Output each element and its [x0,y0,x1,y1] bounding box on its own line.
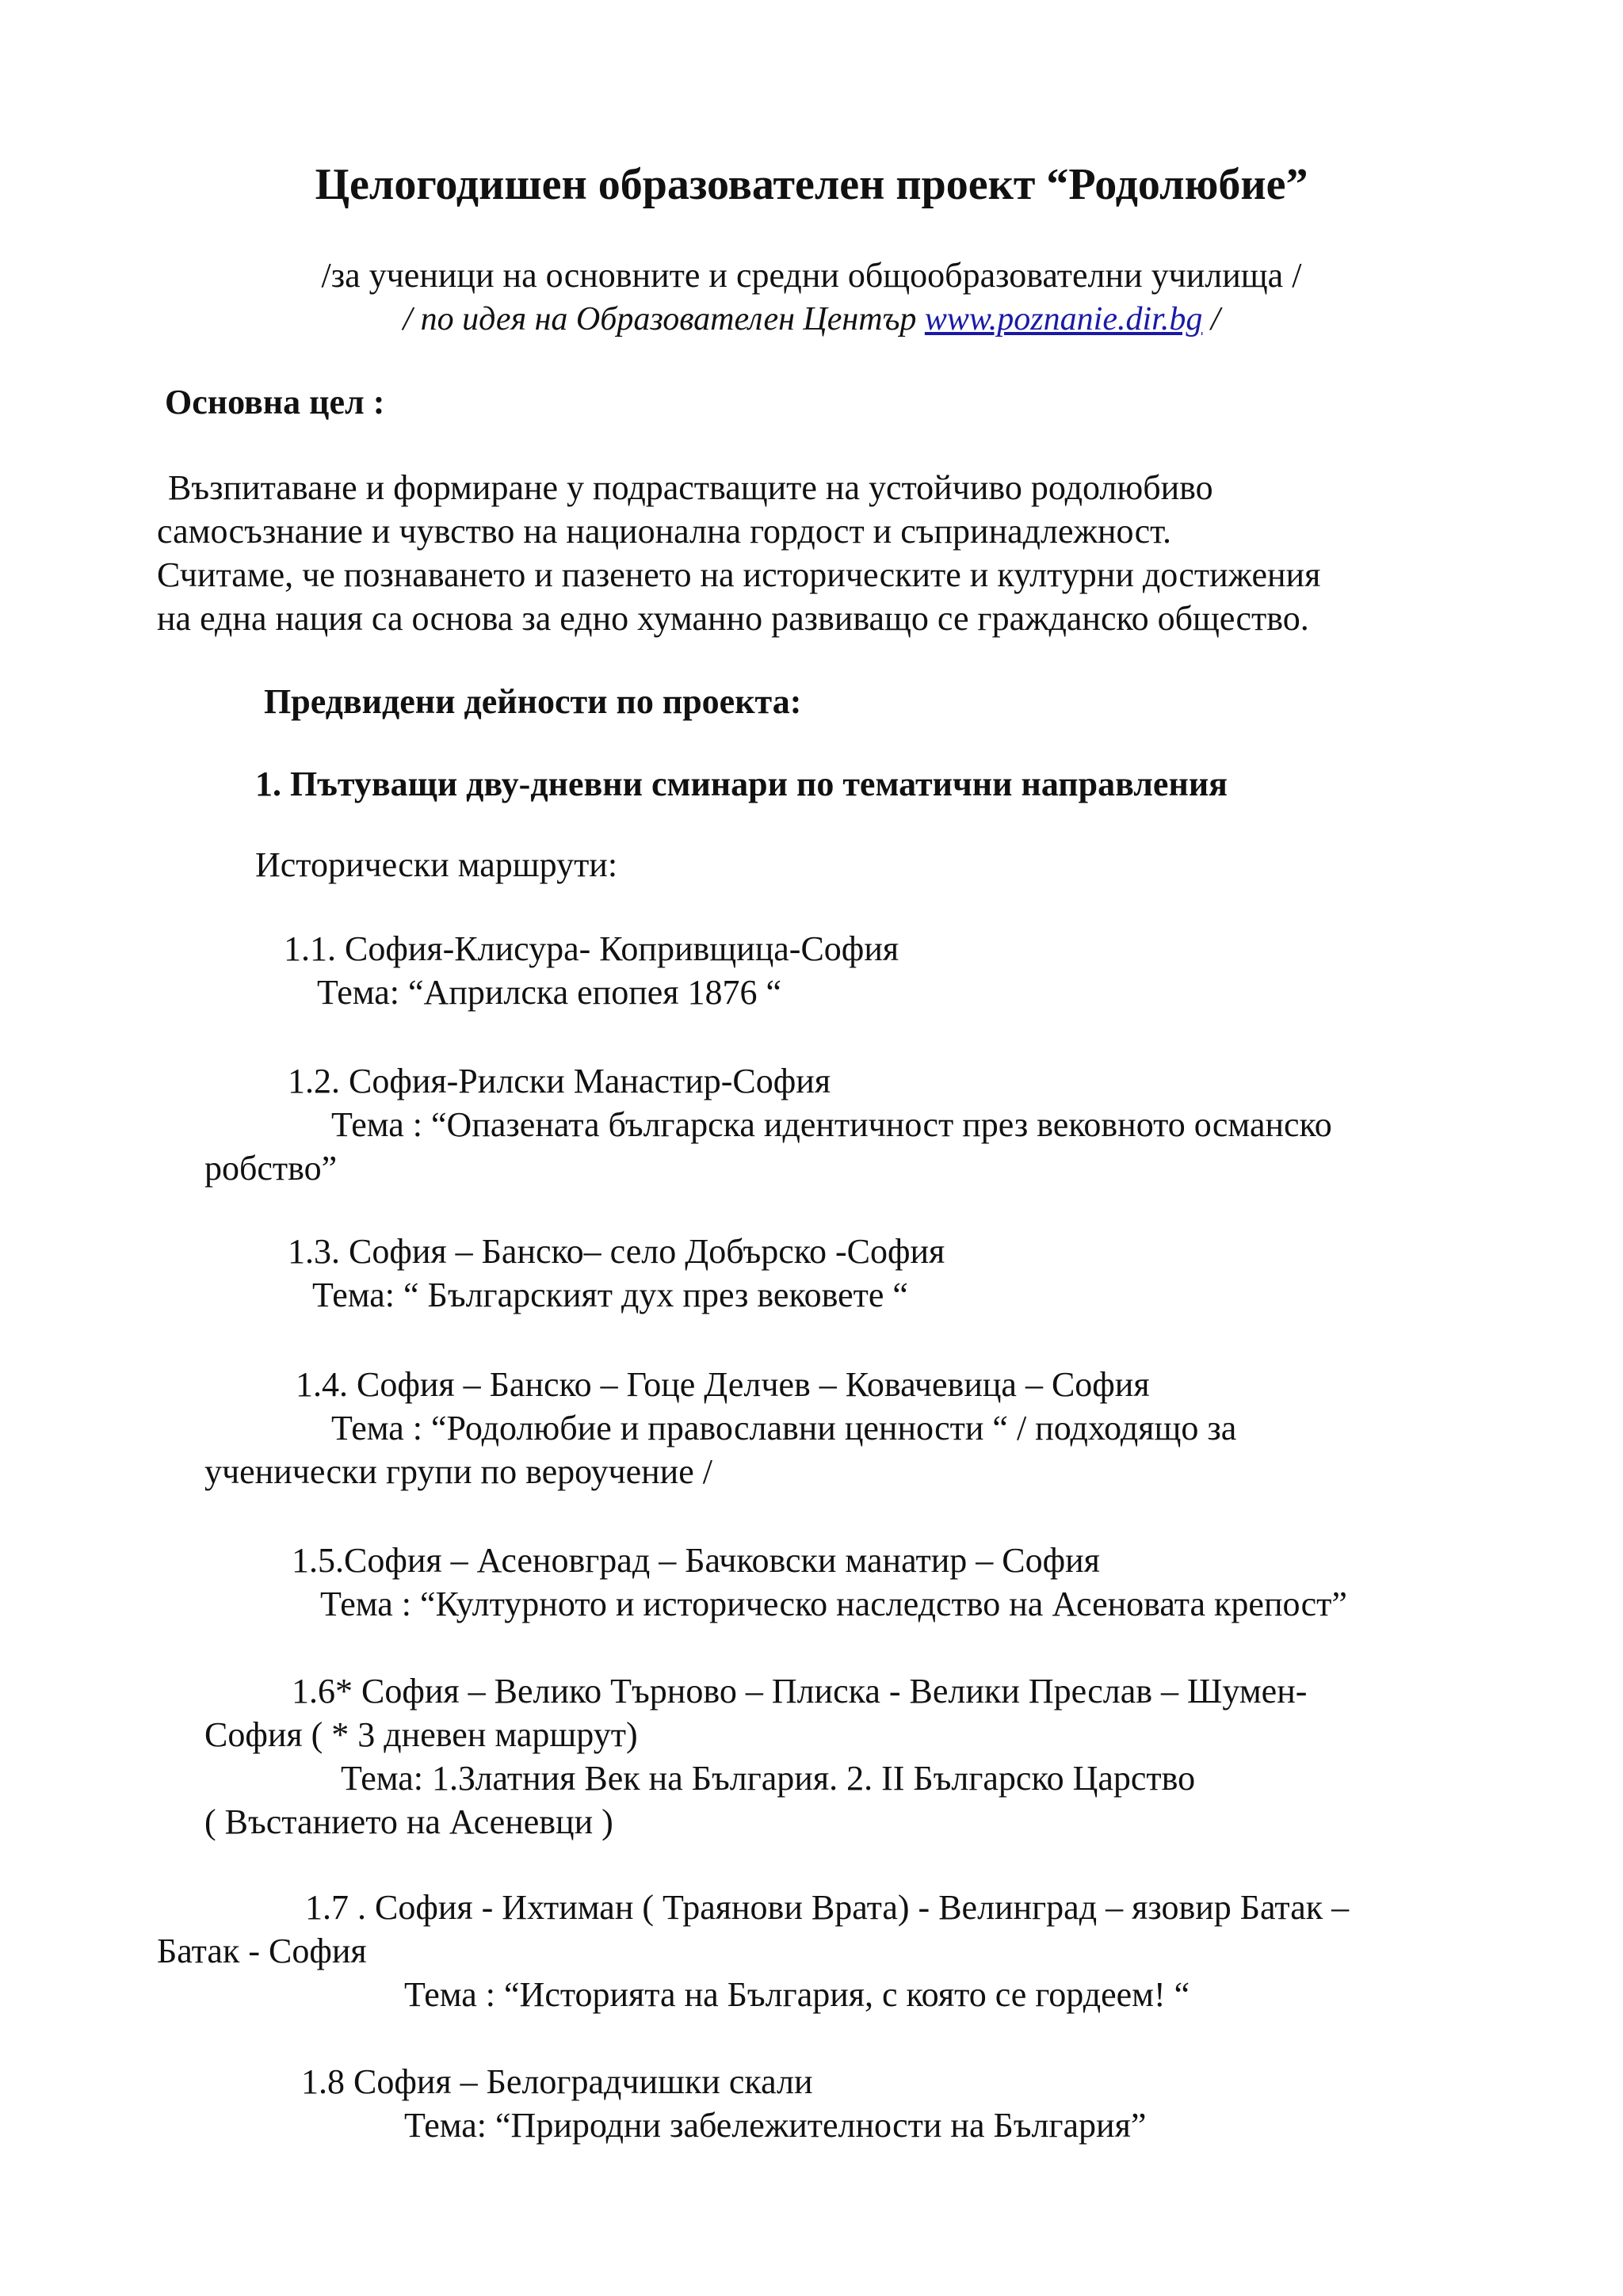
route-1-4-theme: Тема : “Родолюбие и православни ценности “ / подходящо за [331,1409,1237,1447]
route-1-5: 1.5.София – Асеновград – Бачковски манатир – София [292,1541,1100,1580]
route-1-4-theme-cont: ученически групи по вероучение / [204,1452,712,1491]
route-1-7-theme: Тема : “Историята на България, с която се гордеем! “ [404,1975,1190,2014]
goal-text-line: Възпитаване и формиране у подрастващите на устойчиво родолюбиво [168,468,1213,507]
route-1-2-theme: Тема : “Опазената българска идентичност през вековното османско [331,1105,1332,1144]
activities-heading: Предвидени дейности по проекта: [264,682,802,721]
route-1-8: 1.8 София – Белоградчишки скали [301,2062,813,2101]
route-1-1: 1.1. София-Клисура- Копривщица-София [284,929,899,968]
subtitle-audience: /за ученици на основните и средни общообразователни училища / [321,256,1302,295]
goal-heading: Основна цел : [165,383,385,421]
poznanie-link[interactable]: www.poznanie.dir.bg [924,301,1203,338]
route-1-6: 1.6* София – Велико Търново – Плиска - Велики Преслав – Шумен- [292,1672,1308,1711]
route-1-6-theme: Тема: 1.Златния Век на България. 2. II Българско Царство [341,1759,1196,1798]
route-1-3: 1.3. София – Банско– село Добърско -София [288,1232,945,1271]
route-1-7-cont: Батак - София [157,1932,367,1970]
route-1-8-theme: Тема: “Природни забележителности на България” [404,2106,1147,2145]
route-1-3-theme: Тема: “ Българският дух през вековете “ [312,1276,908,1314]
route-1-6-theme-cont: ( Въстанието на Асеневци ) [204,1802,613,1841]
subtitle-idea-prefix: / по идея на Образователен Център [403,301,925,338]
route-1-6-cont: София ( * 3 дневен маршрут) [204,1715,638,1754]
goal-text-line: на една нация са основа за едно хуманно развиващо се гражданско общество. [157,599,1309,638]
route-1-1-theme: Тема: “Априлска епопея 1876 “ [317,973,782,1012]
page-title: Целогодишен образователен проект “Родолюбие” [315,160,1308,209]
route-1-2-theme-cont: робство” [204,1149,338,1188]
goal-text-line: самосъзнание и чувство на национална гордост и съпринадлежност. [157,512,1172,551]
subtitle-idea-suffix: / [1202,301,1220,338]
route-1-2: 1.2. София-Рилски Манастир-София [288,1062,831,1100]
route-1-5-theme: Тема : “Културното и историческо наследство на Асеновата крепост” [320,1585,1347,1623]
subtitle-idea [0,297,1623,341]
route-1-7: 1.7 . София - Ихтиман ( Траянови Врата) - Велинград – язовир Батак – [305,1888,1350,1927]
goal-text-line: Считаме, че познаването и пазенето на историческите и културни достижения [157,555,1321,594]
routes-label: Исторически маршрути: [255,845,618,884]
section1-heading: 1. Пътуващи дву-дневни сминари по тематични направления [255,765,1228,803]
route-1-4: 1.4. София – Банско – Гоце Делчев – Ковачевица – София [296,1365,1150,1404]
